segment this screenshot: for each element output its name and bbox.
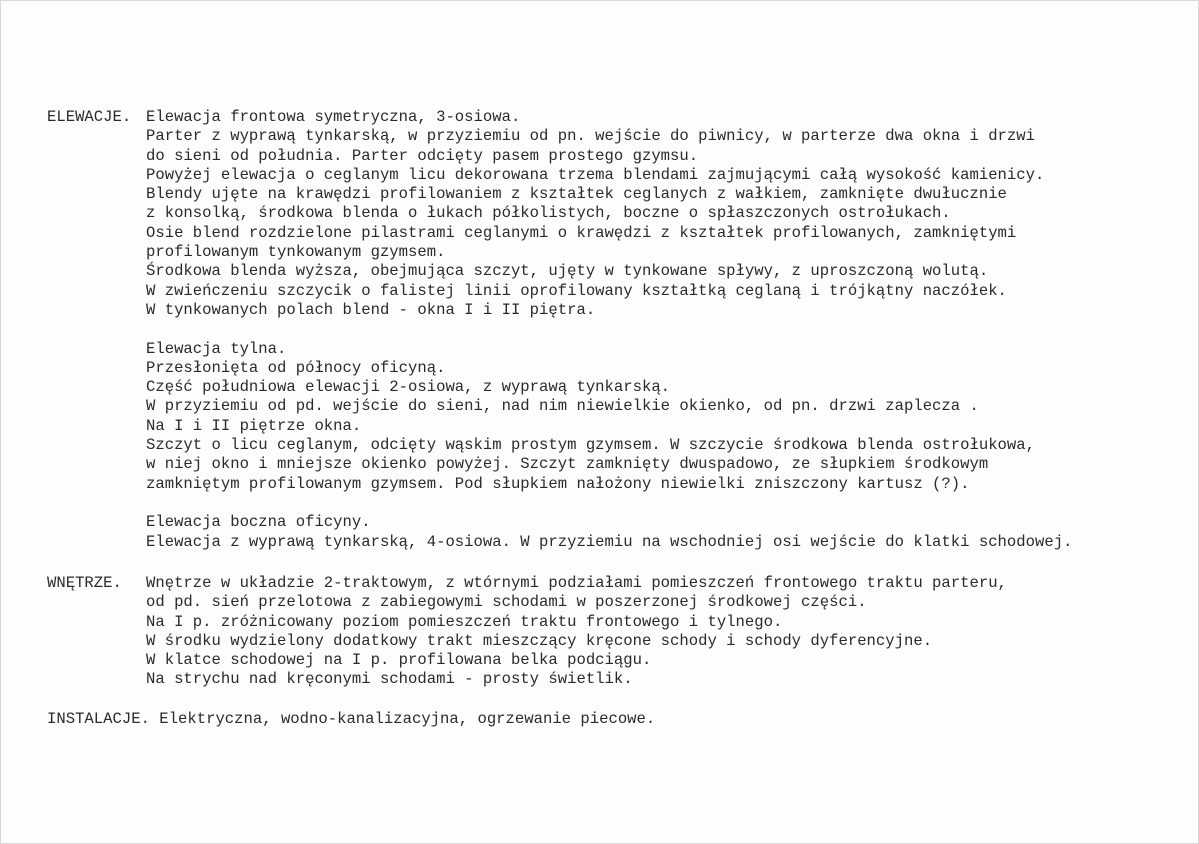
- text-line: Powyżej elewacja o ceglanym licu dekorowana trzema blendami zajmującymi całą wysokość kamienicy.: [146, 165, 1045, 184]
- text-line: w niej okno i mniejsze okienko powyżej. Szczyt zamknięty dwuspadowo, ze słupkiem środkowym: [146, 455, 989, 474]
- text-line: W klatce schodowej na I p. profilowana belka podciągu.: [146, 651, 652, 670]
- text-line: profilowanym tynkowanym gzymsem.: [146, 243, 446, 262]
- section-label-elewacje: ELEWACJE.: [47, 108, 132, 126]
- text-line: Na strychu nad kręconymi schodami - prosty świetlik.: [146, 670, 633, 689]
- text-line: Wnętrze w układzie 2-traktowym, z wtórnymi podziałami pomieszczeń frontowego traktu parteru,: [146, 574, 1007, 592]
- text-line: Przesłonięta od północy oficyną.: [146, 358, 446, 377]
- text-line: Blendy ujęte na krawędzi profilowaniem z kształtek ceglanych z wałkiem, zamknięte dwułucznie: [146, 185, 1007, 204]
- text-line: Środkowa blenda wyższa, obejmująca szczyt, ujęty w tynkowane spływy, z uproszczoną wolutą.: [146, 262, 989, 281]
- text-line: W zwieńczeniu szczycik o falistej linii oprofilowany kształtką ceglaną i trójkątny naczółek.: [146, 281, 1007, 300]
- paragraph-gap: [146, 494, 1072, 513]
- text-line: Część południowa elewacji 2-osiowa, z wyprawą tynkarską.: [146, 378, 671, 397]
- section-line-instalacje: [47, 710, 1177, 729]
- section-label-wnetrze: WNĘTRZE.: [47, 574, 122, 592]
- text-line: od pd. sień przelotowa z zabiegowymi schodami w poszerzonej środkowej części.: [146, 593, 867, 612]
- text-line: Elewacja frontowa symetryczna, 3-osiowa.: [146, 108, 521, 126]
- text-line: Osie blend rozdzielone pilastrami ceglanymi o krawędzi z kształtek profilowanych, zamkniętymi: [146, 223, 1017, 242]
- section-label-instalacje: INSTALACJE.: [47, 710, 150, 728]
- text-line: Szczyt o licu ceglanym, odcięty wąskim prostym gzymsem. W szczycie środkowa blenda ostrołukowa,: [146, 436, 1035, 455]
- text-line: W środku wydzielony dodatkowy trakt mieszczący kręcone schody i schody dyferencyjne.: [146, 631, 933, 650]
- section-body-elewacje: [146, 108, 1072, 552]
- text-line: z konsolką, środkowa blenda o łukach półkolistych, boczne o spłaszczonych ostrołukach.: [146, 204, 951, 223]
- text-line: zamkniętym profilowanym gzymsem. Pod słupkiem nałożony niewielki zniszczony kartusz (?).: [146, 474, 970, 493]
- text-line: Na I i II piętrze okna.: [146, 416, 362, 435]
- paragraph-gap: [146, 320, 1072, 339]
- text-line: Elewacja z wyprawą tynkarską, 4-osiowa. W przyziemiu na wschodniej osi wejście do klatki schodowej.: [146, 532, 1073, 551]
- subheading-elewacja-tylna: Elewacja tylna.: [146, 339, 287, 358]
- subheading-elewacja-boczna: Elewacja boczna oficyny.: [146, 513, 371, 532]
- text-line: Parter z wyprawą tynkarską, w przyziemiu od pn. wejście do piwnicy, w parterze dwa okna i drzwi: [146, 127, 1035, 146]
- section-body-wnetrze: [146, 574, 1007, 690]
- section-instalacje: [47, 710, 1177, 729]
- text-line: do sieni od południa. Parter odcięty pasem prostego gzymsu.: [146, 146, 699, 165]
- text-line: W przyziemiu od pd. wejście do sieni, nad nim niewielkie okienko, od pn. drzwi zaplecza .: [146, 397, 979, 416]
- text-line: W tynkowanych polach blend - okna I i II piętra.: [146, 300, 596, 319]
- text-line: Na I p. zróżnicowany poziom pomieszczeń traktu frontowego i tylnego.: [146, 612, 783, 631]
- section-text-instalacje: Elektryczna, wodno-kanalizacyjna, ogrzewanie piecowe.: [159, 710, 656, 728]
